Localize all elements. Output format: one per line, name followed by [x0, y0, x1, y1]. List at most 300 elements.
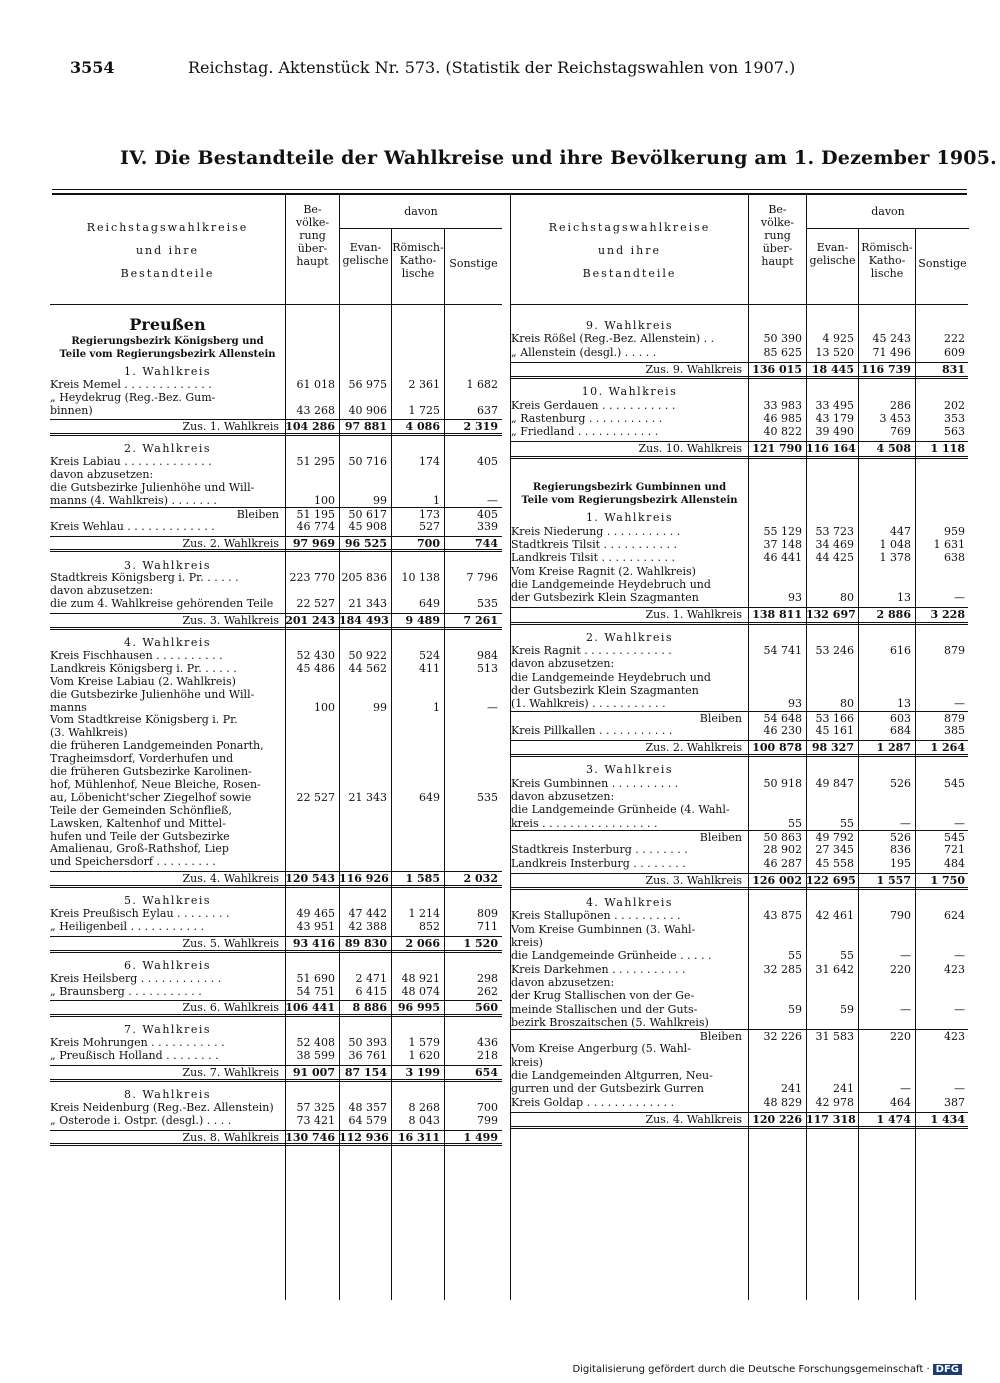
cell-value: 56 975	[348, 377, 387, 391]
cell-value: 27 345	[815, 843, 854, 857]
page-number: 3554	[70, 58, 115, 77]
row-label: Zus. 1. Wahlkreis	[645, 608, 742, 622]
cell-value: —	[954, 697, 965, 711]
cell-value: 50 922	[348, 648, 387, 662]
row-label: „ Allenstein (desgl.) . . . . .	[511, 345, 657, 359]
cell-value: 61 018	[296, 377, 335, 391]
table-row	[511, 1096, 968, 1109]
cell-value: 7 796	[466, 571, 498, 585]
cell-value: 99	[373, 493, 387, 507]
row-label: hufen und Teile der Gutsbezirke	[50, 829, 230, 843]
cell-value: 9 489	[405, 614, 440, 628]
row-label: 8. Wahlkreis	[123, 1087, 212, 1101]
cell-value: 879	[944, 644, 965, 657]
cell-value: 40 822	[763, 425, 802, 439]
cell-value: 535	[477, 597, 498, 611]
cell-value: 28 902	[763, 843, 802, 857]
row-label: Bleiben	[699, 711, 742, 725]
table-row	[511, 657, 968, 670]
cell-value: 22 527	[296, 597, 335, 611]
row-label: binnen)	[50, 403, 93, 417]
row-label: Preußen	[129, 315, 206, 334]
table-row	[50, 315, 502, 335]
table-row	[50, 713, 502, 726]
cell-value: 447	[890, 524, 911, 538]
row-label: Vom Kreise Ragnit (2. Wahlkreis)	[511, 564, 696, 578]
cell-value: 1 620	[408, 1049, 440, 1063]
table-row	[511, 976, 968, 989]
cell-value: 59	[840, 1002, 854, 1016]
row-label: 10. Wahlkreis	[581, 385, 678, 399]
table-row	[511, 896, 968, 909]
row-label: 3. Wahlkreis	[123, 558, 212, 572]
table-row	[511, 857, 968, 870]
cell-value: 385	[944, 723, 965, 737]
table-row	[50, 391, 502, 404]
row-label: Kreis Mohrungen . . . . . . . . . . .	[50, 1036, 225, 1050]
cell-value: —	[900, 1082, 911, 1096]
table-body	[511, 305, 968, 1300]
cell-value: 1 750	[930, 873, 965, 887]
cell-value: 700	[477, 1100, 498, 1114]
cell-value: 8 043	[408, 1113, 440, 1127]
table-row	[50, 1000, 502, 1017]
cell-value: 13	[897, 697, 911, 711]
cell-value: 112 936	[339, 1130, 389, 1144]
header-line: Katho-	[868, 254, 906, 267]
header-line: Römisch-	[392, 241, 444, 254]
cell-value: 545	[944, 776, 965, 790]
cell-value: 44 425	[815, 551, 854, 565]
table-row	[50, 1065, 502, 1082]
table-row	[50, 348, 502, 361]
row-label: Zus. 6. Wahlkreis	[182, 1001, 279, 1015]
cell-value: 51 295	[296, 455, 335, 469]
row-label: 5. Wahlkreis	[123, 894, 212, 908]
table-row	[511, 909, 968, 922]
row-label: Kreis Goldap . . . . . . . . . . . . .	[511, 1095, 675, 1109]
table-row	[511, 412, 968, 425]
row-label: Landkreis Königsberg i. Pr. . . . . .	[50, 661, 237, 675]
cell-value: 50 390	[763, 332, 802, 346]
row-label: kreis)	[511, 936, 543, 949]
row-label: Vom Kreise Angerburg (5. Wahl-	[511, 1042, 691, 1056]
table-row	[511, 511, 968, 524]
footer-text: Digitalisierung gefördert durch die Deutsche Forschungsgemeinschaft ·	[572, 1364, 930, 1375]
cell-value: 47 442	[348, 907, 387, 920]
table-row	[50, 536, 502, 553]
cell-value: 218	[477, 1049, 498, 1063]
table-row	[50, 419, 502, 436]
table-row	[511, 740, 968, 757]
cell-value: 89 830	[344, 936, 387, 950]
cell-value: 117 318	[806, 1112, 856, 1126]
row-label: manns	[50, 700, 87, 714]
header-line: völke-	[295, 216, 330, 229]
table-row	[50, 739, 502, 752]
row-label: die Landgemeinden Altgurren, Neu-	[511, 1069, 713, 1082]
cell-value: 790	[890, 909, 911, 923]
header-name-line: Bestandteile	[582, 267, 677, 280]
cell-value: 3 199	[405, 1066, 440, 1079]
cell-value: 654	[475, 1066, 498, 1079]
cell-value: 93	[788, 697, 802, 711]
table-row	[50, 871, 502, 888]
row-label: Kreis Memel . . . . . . . . . . . . .	[50, 377, 212, 391]
cell-value: 809	[477, 907, 498, 920]
row-label: (1. Wahlkreis) . . . . . . . . . . .	[511, 697, 666, 711]
row-label: der Gutsbezirk Klein Szagmanten	[511, 683, 699, 697]
table-row	[511, 989, 968, 1002]
cell-value: 55	[840, 816, 854, 830]
cell-value: 48 357	[348, 1100, 387, 1114]
cell-value: 484	[944, 856, 965, 870]
header-col-rk	[391, 229, 444, 305]
cell-value: 603	[890, 711, 911, 725]
cell-value: —	[954, 949, 965, 963]
table-row	[511, 763, 968, 776]
row-label: Kreis Labiau . . . . . . . . . . . . .	[50, 455, 212, 469]
cell-value: 222	[944, 332, 965, 346]
cell-value: 6 415	[355, 984, 387, 998]
footer	[572, 1364, 962, 1375]
cell-value: 1 474	[876, 1112, 911, 1126]
table-row	[511, 923, 968, 936]
cell-value: 130 746	[285, 1130, 335, 1144]
row-label: Kreis Pillkallen . . . . . . . . . . .	[511, 723, 673, 737]
cell-value: 55	[788, 949, 802, 963]
cell-value: 16 311	[397, 1130, 440, 1144]
table-row	[511, 843, 968, 856]
table-row	[511, 481, 968, 494]
cell-value: 195	[890, 856, 911, 870]
table-row	[511, 1082, 968, 1095]
cell-value: 52 430	[296, 648, 335, 662]
cell-value: 51 690	[296, 971, 335, 985]
row-label: Vom Kreise Gumbinnen (3. Wahl-	[511, 922, 696, 936]
row-label: davon abzusetzen:	[511, 790, 615, 803]
header-line: haupt	[296, 255, 329, 268]
cell-value: 526	[890, 830, 911, 844]
header-davon: davon	[339, 195, 502, 229]
table-row	[50, 649, 502, 662]
cell-value: 87 154	[344, 1066, 387, 1079]
table-row	[50, 378, 502, 391]
table-row	[511, 551, 968, 564]
table-row	[511, 873, 968, 890]
column-header	[511, 195, 968, 305]
table-row	[50, 920, 502, 933]
cell-value: 46 441	[763, 551, 802, 565]
cell-value: 116 926	[339, 872, 389, 886]
row-label: Amalienau, Groß-Rathshof, Liep	[50, 842, 229, 856]
cell-value: 201 243	[285, 614, 335, 628]
row-label: gurren und der Gutsbezirk Gurren	[511, 1082, 704, 1096]
row-label: meinde Stallischen und der Guts-	[511, 1002, 698, 1016]
cell-value: 39 490	[815, 425, 854, 439]
header-line: lische	[870, 267, 904, 280]
row-label: 1. Wahlkreis	[123, 364, 212, 378]
row-label: Zus. 2. Wahlkreis	[182, 536, 279, 550]
table-row	[50, 507, 502, 520]
row-label: Bleiben	[699, 1030, 742, 1044]
row-label: davon abzusetzen:	[50, 584, 154, 598]
table-row	[50, 455, 502, 468]
cell-value: 184 493	[339, 614, 389, 628]
row-label: Landkreis Insterburg . . . . . . . .	[511, 856, 686, 870]
cell-value: 96 995	[397, 1001, 440, 1015]
cell-value: 8 268	[408, 1100, 440, 1114]
cell-value: 563	[944, 425, 965, 439]
row-label: „ Braunsberg . . . . . . . . . . .	[50, 984, 202, 998]
table-row	[511, 591, 968, 604]
row-label: 4. Wahlkreis	[123, 636, 212, 649]
cell-value: 535	[477, 790, 498, 804]
row-label: Teile der Gemeinden Schönfließ,	[50, 803, 233, 817]
table-row	[50, 855, 502, 868]
cell-value: 44 562	[348, 661, 387, 675]
table-row	[511, 319, 968, 332]
cell-value: 53 246	[815, 644, 854, 657]
header-col-total	[748, 195, 806, 305]
cell-value: 353	[944, 411, 965, 425]
cell-value: 45 558	[815, 856, 854, 870]
cell-value: 38 599	[296, 1049, 335, 1063]
page-header	[70, 58, 930, 84]
table-row	[50, 985, 502, 998]
cell-value: 10 138	[401, 571, 440, 585]
table-row	[50, 442, 502, 455]
cell-value: 526	[890, 776, 911, 790]
row-label: 1. Wahlkreis	[585, 511, 674, 525]
cell-value: 93	[788, 591, 802, 605]
cell-value: 45 243	[872, 332, 911, 346]
cell-value: 2 471	[355, 971, 387, 985]
cell-value: 122 695	[806, 873, 856, 887]
header-name-col	[50, 195, 285, 305]
cell-value: 32 285	[763, 962, 802, 976]
table-row	[511, 425, 968, 438]
table-row	[50, 584, 502, 597]
cell-value: 3 453	[879, 411, 911, 425]
cell-value: 100 878	[752, 741, 802, 755]
cell-value: 609	[944, 345, 965, 359]
cell-value: 852	[419, 919, 440, 933]
header-line: rung	[299, 229, 326, 242]
row-label: Kreis Preußisch Eylau . . . . . . . .	[50, 907, 230, 920]
row-label: der Krug Stallischen von der Ge-	[511, 989, 695, 1003]
table-row	[511, 607, 968, 624]
row-label: Zus. 7. Wahlkreis	[182, 1066, 279, 1079]
cell-value: 836	[890, 843, 911, 857]
cell-value: 21 343	[348, 597, 387, 611]
cell-value: 7 261	[463, 614, 498, 628]
cell-value: 174	[419, 455, 440, 469]
cell-value: 36 761	[348, 1049, 387, 1063]
cell-value: 405	[477, 455, 498, 469]
table-row	[50, 1023, 502, 1036]
table-row	[50, 404, 502, 417]
row-label: die zum 4. Wahlkreise gehörenden Teile	[50, 597, 274, 611]
cell-value: 85 625	[763, 345, 802, 359]
header-line: Be-	[303, 203, 322, 216]
cell-value: 46 774	[296, 519, 335, 533]
header-line: haupt	[761, 255, 794, 268]
header-line: Römisch-	[861, 241, 913, 254]
cell-value: 1 287	[876, 741, 911, 755]
cell-value: 3 228	[930, 608, 965, 622]
row-label: kreis)	[511, 1055, 543, 1069]
table-row	[511, 1029, 968, 1042]
cell-value: 202	[944, 398, 965, 412]
left-table	[50, 195, 502, 1300]
row-label: bezirk Broszaitschen (5. Wahlkreis)	[511, 1015, 709, 1029]
cell-value: 53 723	[815, 524, 854, 538]
cell-value: 45 486	[296, 661, 335, 675]
table-row	[511, 1042, 968, 1055]
row-label: Kreis Gumbinnen . . . . . . . . . .	[511, 776, 679, 790]
cell-value: 387	[944, 1095, 965, 1109]
cell-value: 21 343	[348, 790, 387, 804]
cell-value: 1 631	[933, 537, 965, 551]
table-row	[50, 1114, 502, 1127]
table-row	[50, 559, 502, 572]
row-label: 3. Wahlkreis	[585, 763, 674, 777]
header-name-line: Reichstagswahlkreise	[86, 221, 249, 234]
row-label: Kreis Fischhausen . . . . . . . . . .	[50, 648, 223, 662]
cell-value: 43 875	[763, 909, 802, 923]
cell-value: 106 441	[285, 1001, 335, 1015]
cell-value: 545	[944, 830, 965, 844]
row-label: 2. Wahlkreis	[123, 442, 212, 456]
cell-value: 711	[477, 919, 498, 933]
cell-value: 1 434	[930, 1112, 965, 1126]
cell-value: 1 048	[879, 537, 911, 551]
cell-value: 700	[417, 536, 440, 550]
table-row	[511, 671, 968, 684]
row-label: 4. Wahlkreis	[585, 896, 674, 910]
row-label: die früheren Gutsbezirke Karolinen-	[50, 765, 252, 778]
cell-value: 831	[942, 362, 965, 376]
cell-value: 286	[890, 398, 911, 412]
header-name-line: und ihre	[597, 244, 662, 257]
table-row	[511, 631, 968, 644]
dfg-logo: DFG	[933, 1364, 962, 1375]
cell-value: 138 811	[752, 608, 802, 622]
divider	[52, 189, 967, 190]
cell-value: 436	[477, 1036, 498, 1050]
cell-value: 8 886	[352, 1001, 387, 1015]
cell-value: 405	[477, 507, 498, 521]
table-row	[50, 494, 502, 507]
table-row	[511, 385, 968, 398]
header-name-col	[511, 195, 748, 305]
cell-value: 50 716	[348, 455, 387, 469]
row-label: (3. Wahlkreis)	[50, 726, 128, 740]
table-row	[50, 481, 502, 494]
cell-value: 616	[890, 644, 911, 657]
table-row	[50, 1101, 502, 1114]
cell-value: 42 388	[348, 919, 387, 933]
table-row	[511, 441, 968, 458]
table-row	[50, 778, 502, 791]
cell-value: 52 408	[296, 1036, 335, 1050]
table-row	[50, 571, 502, 584]
row-label: Lawsken, Kaltenhof und Mittel-	[50, 816, 226, 830]
table-row	[511, 817, 968, 830]
table-row	[511, 684, 968, 697]
cell-value: 99	[373, 700, 387, 714]
table-row	[511, 578, 968, 591]
row-label: Kreis Darkehmen . . . . . . . . . . .	[511, 962, 686, 976]
table-row	[50, 1130, 502, 1147]
cell-value: 1	[433, 493, 440, 507]
row-label: davon abzusetzen:	[511, 975, 615, 989]
cell-value: 22 527	[296, 790, 335, 804]
table-row	[511, 644, 968, 657]
cell-value: 46 230	[763, 723, 802, 737]
row-label: 6. Wahlkreis	[123, 958, 212, 972]
cell-value: 45 161	[815, 723, 854, 737]
cell-value: 80	[840, 591, 854, 605]
table-row	[50, 701, 502, 714]
cell-value: 42 978	[815, 1095, 854, 1109]
table-row	[511, 790, 968, 803]
cell-value: 49 792	[815, 830, 854, 844]
row-label: und Speichersdorf . . . . . . . . .	[50, 855, 216, 869]
cell-value: 57 325	[296, 1100, 335, 1114]
cell-value: 298	[477, 971, 498, 985]
table-row	[511, 777, 968, 790]
cell-value: 1 585	[405, 872, 440, 886]
cell-value: 769	[890, 425, 911, 439]
table-row	[50, 752, 502, 765]
row-label: davon abzusetzen:	[50, 468, 154, 482]
cell-value: —	[900, 1002, 911, 1016]
cell-value: 104 286	[285, 420, 335, 434]
row-label: Teile vom Regierungsbezirk Allenstein	[521, 495, 738, 506]
table-row	[50, 468, 502, 481]
cell-value: —	[954, 816, 965, 830]
cell-value: 116 739	[861, 362, 911, 376]
cell-value: 55 129	[763, 524, 802, 538]
header-col-rk	[858, 229, 915, 305]
cell-value: 2 361	[408, 377, 440, 391]
table-row	[50, 817, 502, 830]
cell-value: 96 525	[344, 536, 387, 550]
table-row	[50, 972, 502, 985]
header-line: Evan-	[816, 241, 849, 254]
cell-value: 120 226	[752, 1112, 802, 1126]
row-label: Zus. 4. Wahlkreis	[645, 1112, 742, 1126]
cell-value: 73 421	[296, 1113, 335, 1127]
cell-value: 423	[944, 962, 965, 976]
cell-value: 1 214	[408, 907, 440, 920]
header-line: Evan-	[349, 241, 382, 254]
table-row	[50, 907, 502, 920]
row-label: „ Rastenburg . . . . . . . . . . .	[511, 411, 663, 425]
cell-value: 513	[477, 661, 498, 675]
table-row	[511, 711, 968, 724]
right-table	[510, 195, 968, 1300]
header-line: Sonstige	[918, 257, 967, 270]
cell-value: 2 886	[876, 608, 911, 622]
cell-value: —	[900, 949, 911, 963]
cell-value: 241	[781, 1082, 802, 1096]
row-label: die Landgemeinde Grünheide . . . . .	[511, 949, 712, 963]
row-label: Zus. 10. Wahlkreis	[638, 442, 742, 456]
cell-value: 59	[788, 1002, 802, 1016]
